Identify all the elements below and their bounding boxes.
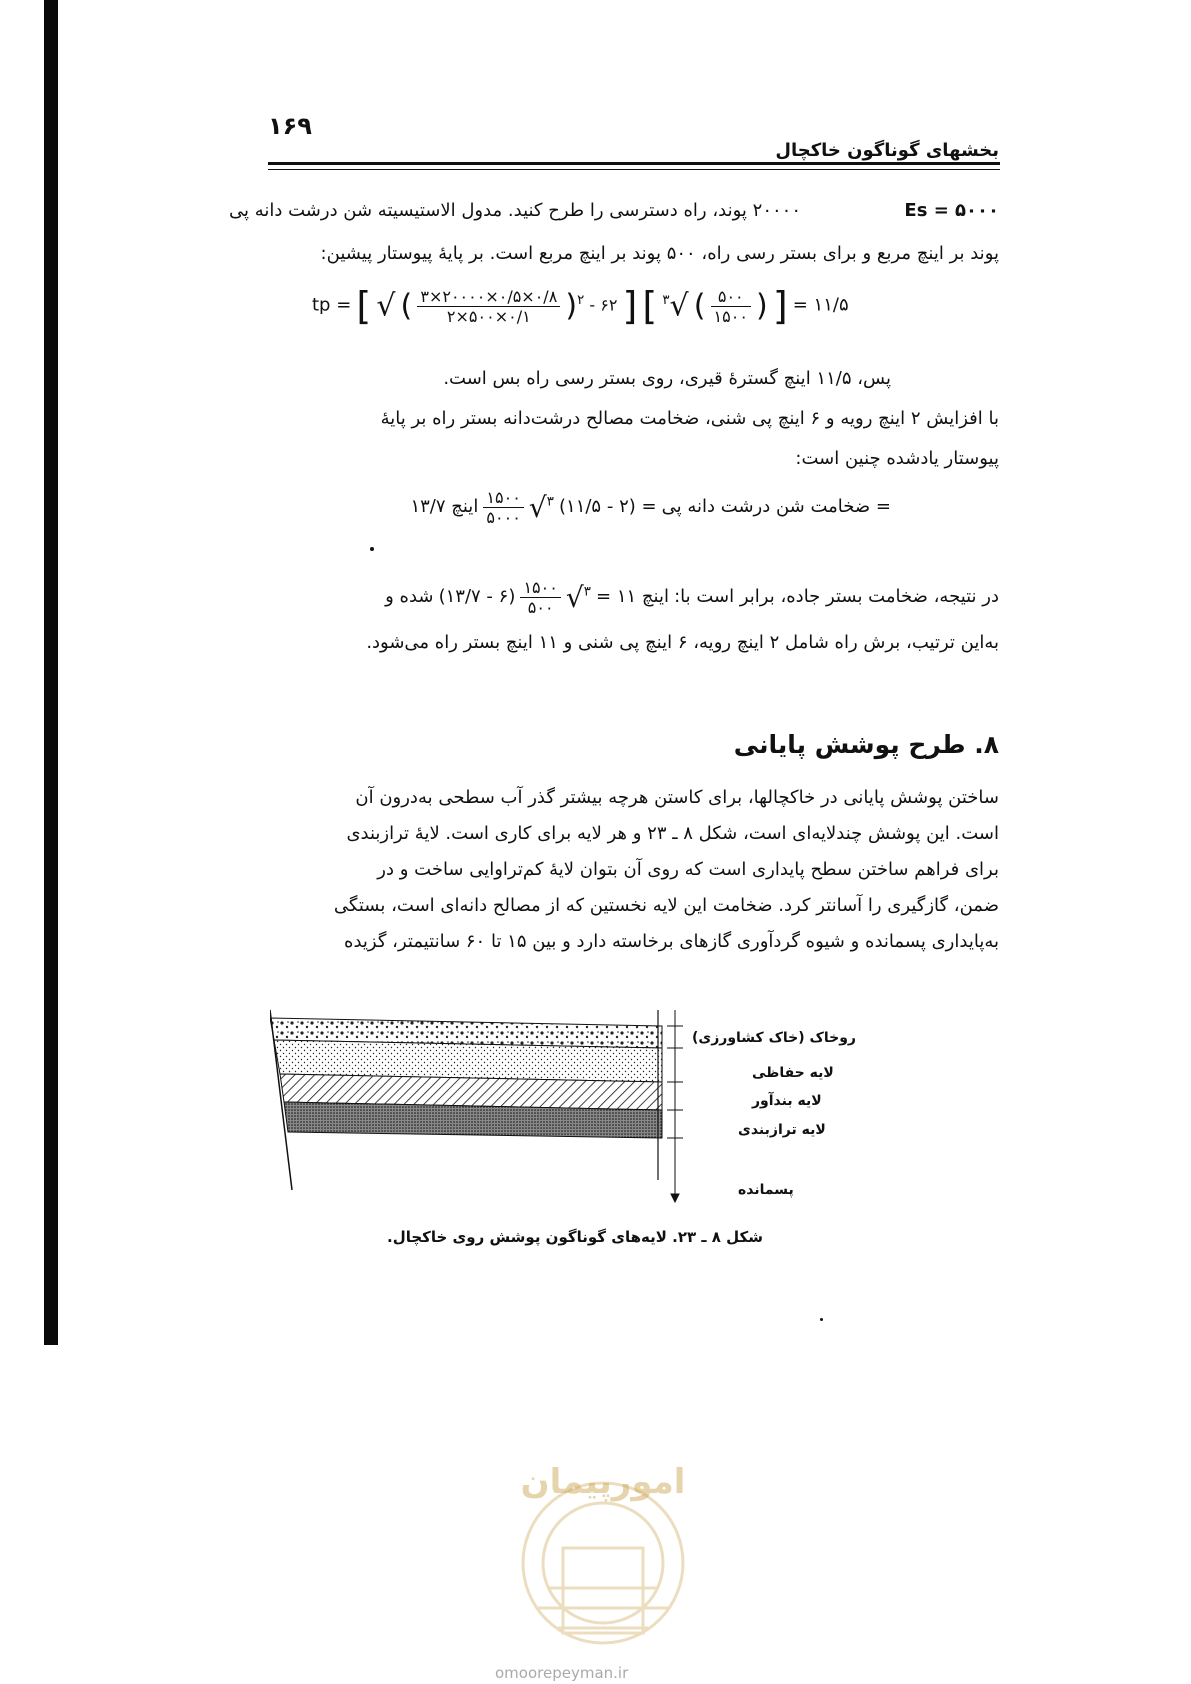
stray-dot bbox=[370, 547, 374, 551]
formula-tp: tp = [ √ ( $\frac{۳\times ۲۰۰۰۰\times ۰/۵\times ۰/۸}{۲\times ۵۰۰\times ۰/۱}$ )$^۲$ - ۶۲ ] [ $^۳$√ ( $\frac{۵۰۰}{۱۵۰۰}$ ) ] = ۱۱/۵ bbox=[312, 284, 849, 328]
header-rule-thick bbox=[268, 162, 1000, 165]
para-line-4: ضمن، گازگیری را آسانتر کرد. ضخامت این لایه نخستین که از مصالح دانه‌ای است، بستگی bbox=[333, 895, 999, 916]
es-label: Es = ۵۰۰۰ bbox=[904, 200, 999, 221]
formula3-fraction bbox=[520, 578, 560, 617]
formula-road-thickness: در نتیجه، ضخامت بستر جاده، برابر است با: اینچ ۱۱ = $^۳$√ $\frac{۱۵۰۰}{۵۰۰}$ (۶ - ۱۳/۷) شده و bbox=[385, 578, 999, 617]
frac1-exp: ۲ bbox=[577, 293, 585, 309]
after-formula-3: پیوستار یادشده چنین است: bbox=[795, 448, 999, 469]
formula2-fraction bbox=[483, 488, 523, 527]
formula3-num: ۱۵۰۰ bbox=[520, 578, 560, 598]
dimension-markers bbox=[667, 1010, 683, 1202]
after-formula-1: پس، ۱۱/۵ اینچ گسترهٔ قیری، روی بستر رسی راه بس است. bbox=[443, 368, 891, 389]
label-waste: پسمانده bbox=[738, 1182, 794, 1198]
frac1-num: ۳×۲۰۰۰۰×۰/۵×۰/۸ bbox=[417, 287, 560, 307]
intro-text-1: ۲۰۰۰۰ پوند، راه دسترسی را طرح کنید. مدول الاستیسیته شن درشت دانه پی bbox=[228, 200, 801, 221]
frac2-num: ۵۰۰ bbox=[711, 287, 751, 307]
formula3-suffix: شده و bbox=[385, 586, 434, 607]
scan-edge-bar bbox=[44, 0, 58, 1345]
landfill-cover-figure bbox=[270, 1010, 740, 1210]
para-line-5: به‌پایداری پسمانده و شیوه گردآوری گازهای برخاسته دارد و بین ۱۵ تا ۶۰ سانتیمتر، گزیده bbox=[344, 931, 999, 952]
intro-line-1 bbox=[904, 200, 999, 221]
formula3-result: اینچ ۱۱ = bbox=[596, 586, 669, 607]
watermark-logo bbox=[478, 1438, 728, 1668]
intro-line-1-text bbox=[229, 200, 801, 221]
figure-caption: شکل ۸ ـ ۲۳. لایه‌های گوناگون پوشش روی خاکچال. bbox=[387, 1228, 763, 1246]
formula2-expr: = (۲ - ۱۱/۵) bbox=[559, 496, 657, 517]
after-formula-2: با افزایش ۲ اینچ رویه و ۶ اینچ پی شنی، ضخامت مصالح درشت‌دانه بستر راه بر پایهٔ bbox=[380, 408, 999, 429]
para-line-3: برای فراهم ساختن سطح پایداری است که روی آن بتوان لایهٔ کم‌تراوایی ساخت و در bbox=[377, 859, 999, 880]
section-heading: ۸. طرح پوشش پایانی bbox=[733, 730, 999, 759]
root-index-3: ۳ bbox=[583, 584, 591, 600]
formula3-expr: (۶ - ۱۳/۷) bbox=[438, 586, 516, 607]
stray-dot-2 bbox=[820, 1318, 823, 1321]
formula-fraction-1 bbox=[417, 287, 560, 326]
conclusion-line: به‌این ترتیب، برش راه شامل ۲ اینچ رویه، ۶ اینچ پی شنی و ۱۱ اینچ بستر راه می‌شود. bbox=[366, 632, 999, 653]
formula-minus: - ۶۲ bbox=[589, 295, 618, 315]
intro-line-2: پوند بر اینچ مربع و برای بستر رسی راه، ۵۰۰ پوند بر اینچ مربع است. بر پایهٔ پیوستار پیشین: bbox=[320, 243, 999, 264]
formula2-label: ضخامت شن درشت دانه پی bbox=[661, 496, 871, 517]
root-index-1: ۳ bbox=[662, 293, 670, 309]
watermark-logo-text: امورپیمان bbox=[520, 1462, 686, 1502]
running-title: بخشهای گوناگون خاکچال bbox=[775, 140, 999, 161]
formula3-den: ۵۰۰ bbox=[527, 598, 554, 617]
label-topsoil: روخاک (خاک کشاورزی) bbox=[692, 1030, 856, 1046]
para-line-1: ساختن پوشش پایانی در خاکچالها، برای کاستن هرچه بیشتر گذر آب سطحی به‌درون آن bbox=[355, 787, 999, 808]
formula2-num: ۱۵۰۰ bbox=[483, 488, 523, 508]
frac2-den: ۱۵۰۰ bbox=[713, 306, 748, 326]
header-rule-thin bbox=[268, 169, 1000, 170]
label-protective: لایه حفاظی bbox=[752, 1065, 834, 1081]
para-line-2: است. این پوشش چندلایه‌ای است، شکل ۸ ـ ۲۳ و هر لایه برای کاری است. لایهٔ ترازبندی bbox=[346, 823, 999, 844]
section-paragraph bbox=[259, 780, 999, 960]
page-number: ۱۶۹ bbox=[268, 112, 312, 140]
formula2-den: ۵۰۰۰ bbox=[486, 508, 521, 527]
label-grading: لایه ترازبندی bbox=[738, 1122, 826, 1138]
formula-lhs: tp = bbox=[312, 294, 352, 316]
frac1-den: ۲×۵۰۰×۰/۱ bbox=[446, 306, 531, 326]
formula3-prefix: در نتیجه، ضخامت بستر جاده، برابر است با: bbox=[674, 586, 999, 607]
watermark-site: omoorepeyman.ir bbox=[495, 1664, 629, 1682]
label-barrier: لایه بندآور bbox=[752, 1093, 822, 1109]
root-index-2: ۳ bbox=[546, 494, 554, 510]
formula-fraction-2 bbox=[711, 287, 751, 326]
formula-result: = ۱۱/۵ bbox=[792, 294, 849, 316]
formula2-result: اینچ ۱۳/۷ = bbox=[410, 496, 891, 517]
formula-base-thickness: ضخامت شن درشت دانه پی = (۲ - ۱۱/۵) $^۳$√ $\frac{۱۵۰۰}{۵۰۰۰}$ اینچ ۱۳/۷ = bbox=[410, 488, 891, 527]
